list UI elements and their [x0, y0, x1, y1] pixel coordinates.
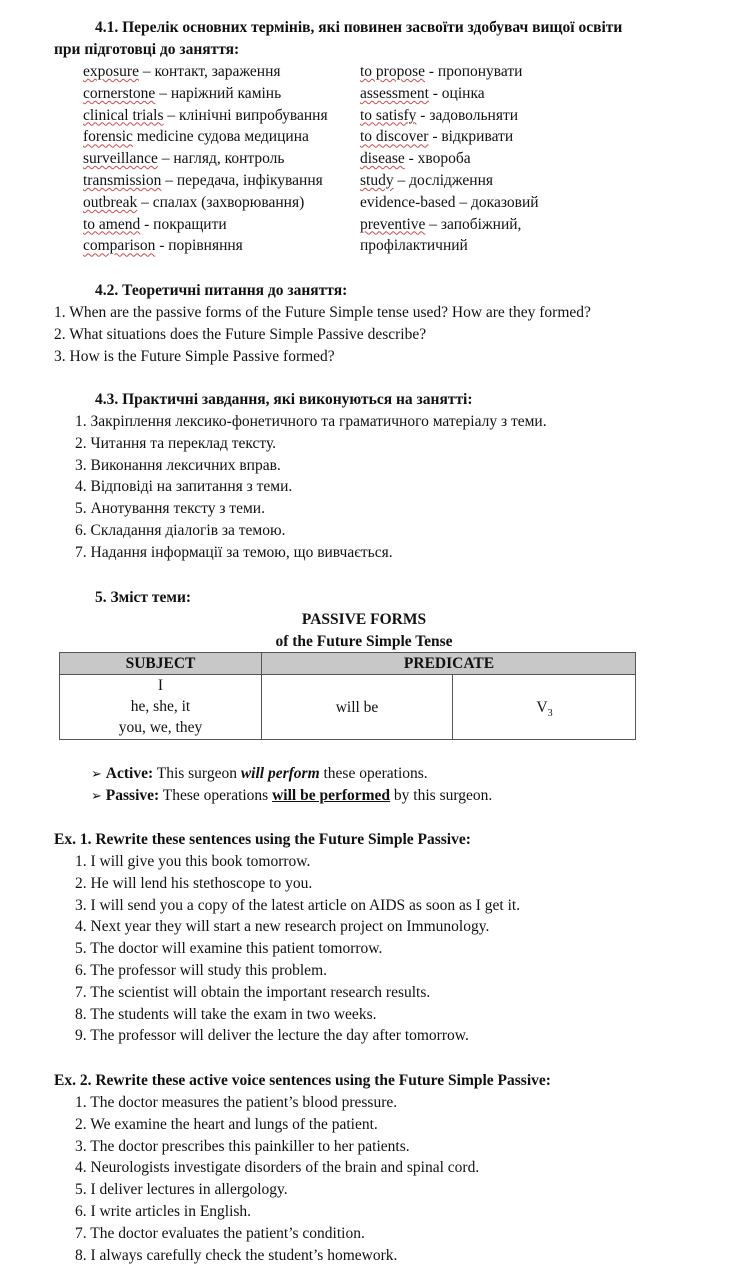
list-item: 2. What situations does the Future Simple Passive describe? [54, 325, 427, 343]
subject-header: SUBJECT [125, 655, 196, 672]
term-row: to satisfy - задовольняти [360, 106, 519, 124]
term-row: surveillance – нагляд, контроль [83, 150, 285, 168]
aux-cell: will be [335, 699, 379, 716]
list-item: 1. The doctor measures the patient’s blood pressure. [75, 1094, 398, 1111]
term-row: assessment - оцінка [360, 84, 485, 102]
section-4-1-heading-cont: при підготовці до заняття: [54, 41, 240, 58]
terms-left-column [83, 61, 328, 257]
practical-tasks-list [75, 411, 547, 564]
list-item: 1. I will give you this book tomorrow. [75, 853, 311, 870]
list-item: 7. Надання інформації за темою, що вивчається. [75, 543, 393, 561]
list-item: 7. The scientist will obtain the important research results. [75, 983, 431, 1001]
list-item: 6. I write articles in English. [75, 1202, 252, 1220]
exercise-1-heading: Ex. 1. Rewrite these sentences using the Future Simple Passive: [54, 831, 471, 848]
arrow-bullet-icon: ➢ [91, 788, 102, 803]
term-row: evidence-based – доказовий [360, 193, 539, 211]
terms-right-column [360, 61, 539, 257]
table-title: PASSIVE FORMS [301, 611, 427, 628]
term-row: профілактичний [360, 237, 468, 255]
predicate-header: PREDICATE [403, 655, 495, 672]
list-item: 8. I always carefully check the student’s homework. [75, 1246, 398, 1264]
term-row: outbreak – спалах (захворювання) [83, 193, 305, 211]
list-item: 6. The professor will study this problem. [75, 961, 327, 979]
arrow-bullet-icon: ➢ [91, 766, 102, 781]
term-row: preventive – запобіжний, [360, 215, 522, 233]
list-item: 1. When are the passive forms of the Future Simple tense used? How are they formed? [54, 304, 591, 321]
section-4-3-heading: 4.3. Практичні завдання, які виконуються на занятті: [95, 391, 473, 408]
verb-cell: $V_3$ [536, 699, 553, 720]
exercise-1-list [75, 851, 520, 1047]
list-item: 2. Читання та переклад тексту. [75, 434, 277, 452]
list-item: 2. He will lend his stethoscope to you. [75, 874, 313, 892]
passive-forms-table [59, 652, 636, 740]
term-row: cornerstone – наріжний камінь [83, 84, 282, 102]
list-item: 3. Виконання лексичних вправ. [75, 456, 281, 474]
term-row: comparison - порівняння [83, 237, 243, 255]
term-row: disease - хвороба [360, 150, 471, 168]
list-item: 4. Відповіді на запитання з теми. [75, 478, 293, 496]
list-item: 7. The doctor evaluates the patient’s condition. [75, 1224, 365, 1242]
list-item: 1. Закріплення лексико-фонетичного та граматичного матеріалу з теми. [75, 413, 547, 430]
exercise-2-list [75, 1092, 479, 1266]
section-4-1-heading: 4.1. Перелік основних термінів, які повинен засвоїти здобувач вищої освіти [95, 19, 623, 36]
list-item: 5. The doctor will examine this patient tomorrow. [75, 940, 383, 958]
subject-cell: I he, she, it you, we, they [118, 677, 203, 737]
list-item: 6. Складання діалогів за темою. [75, 521, 286, 539]
term-row: to propose - пропонувати [360, 63, 523, 80]
list-item: 3. How is the Future Simple Passive formed? [54, 347, 335, 365]
term-row: exposure – контакт, зараження [83, 63, 281, 80]
section-4-2-heading: 4.2. Теоретичні питання до заняття: [95, 282, 348, 299]
term-row: study – дослідження [360, 171, 494, 189]
active-example: ➢ Active: This surgeon will perform these operations. [91, 765, 428, 782]
list-item: 9. The professor will deliver the lecture the day after tomorrow. [75, 1027, 469, 1045]
list-item: 4. Neurologists investigate disorders of the brain and spinal cord. [75, 1159, 480, 1177]
list-item: 5. I deliver lectures in allergology. [75, 1181, 288, 1199]
passive-example: ➢ Passive: These operations will be performed by this surgeon. [91, 787, 493, 804]
list-item: 3. The doctor prescribes this painkiller to her patients. [75, 1137, 410, 1155]
list-item: 2. We examine the heart and lungs of the patient. [75, 1115, 378, 1133]
term-row: to discover - відкривати [360, 128, 514, 146]
list-item: 5. Анотування тексту з теми. [75, 500, 265, 518]
exercise-2-heading: Ex. 2. Rewrite these active voice sentences using the Future Simple Passive: [54, 1072, 551, 1089]
term-row: to amend - покращити [83, 215, 227, 233]
term-row: clinical trials – клінічні випробування [83, 106, 328, 124]
list-item: 3. I will send you a copy of the latest article on AIDS as soon as I get it. [75, 896, 521, 914]
list-item: 8. The students will take the exam in two weeks. [75, 1005, 377, 1023]
list-item: 4. Next year they will start a new research project on Immunology. [75, 918, 490, 936]
section-5-heading: 5. Зміст теми: [95, 589, 192, 606]
term-row: forensic medicine судова медицина [83, 128, 309, 146]
term-row: transmission – передача, інфікування [83, 171, 323, 189]
theory-questions-list [54, 302, 591, 367]
table-subtitle: of the Future Simple Tense [275, 633, 453, 650]
